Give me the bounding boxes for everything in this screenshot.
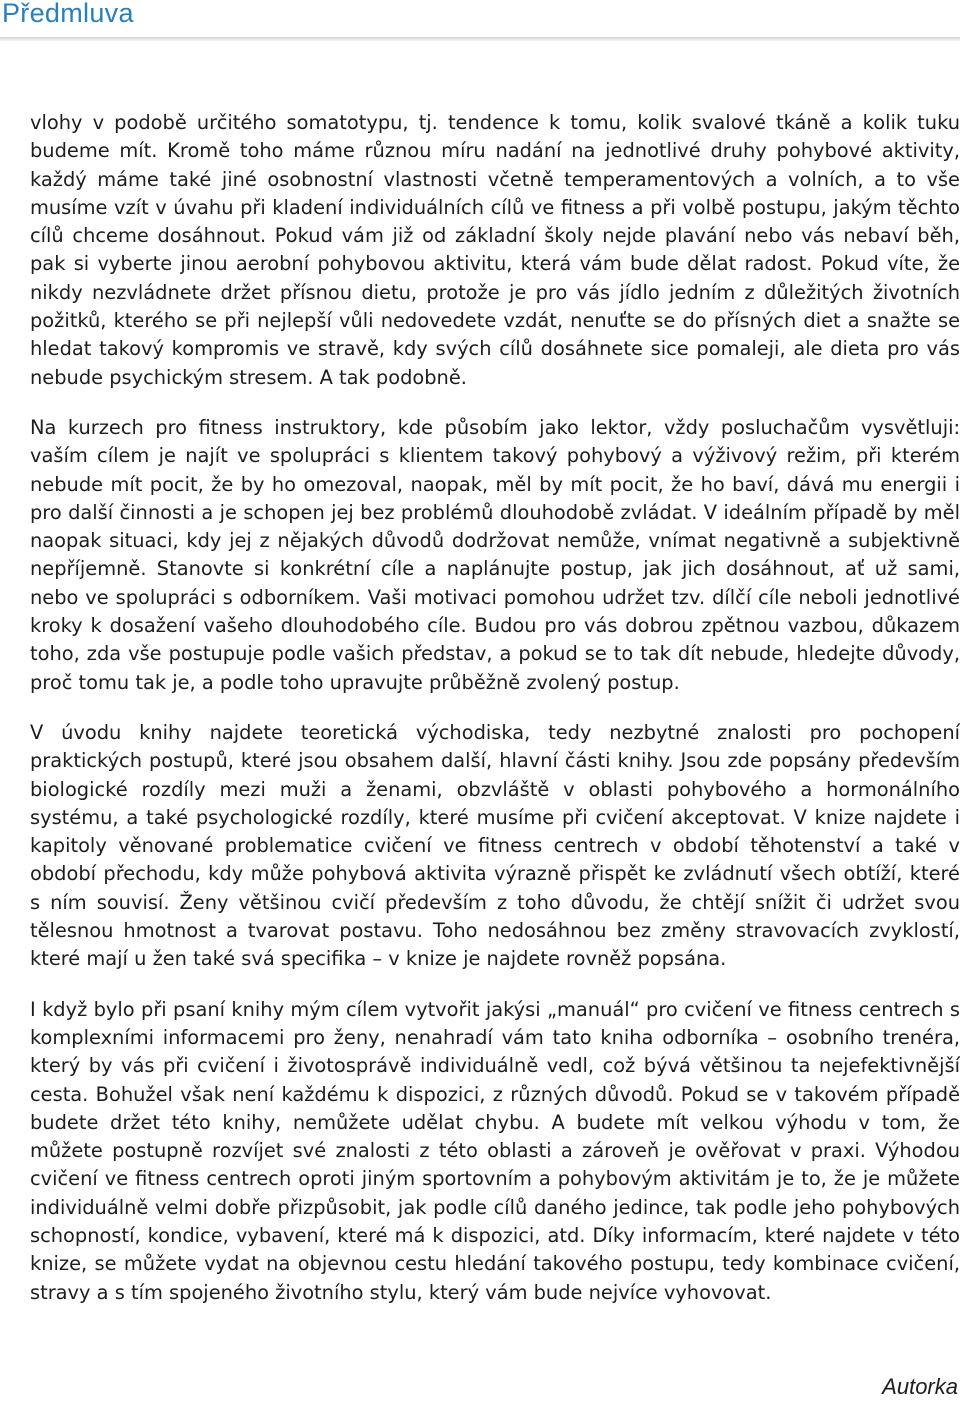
paragraph-1: vlohy v podobě určitého somatotypu, tj. tendence k tomu, kolik svalové tkáně a kolik tuku budeme mít. Kromě toho máme různou míru nadání na jednotlivé druhy pohybové aktivity, každý máme také jiné osobnostní vlastnosti včetně temperamentových a volních, a to vše musíme vzít v úvahu při kladení individuálních cílů ve fitness a při volbě postupu, jakým těchto cílů chceme dosáhnout. Pokud vám již od základní školy nejde plavání nebo vás nebaví běh, pak si vyberte jinou aerobní pohybovou aktivitu, která vám bude dělat radost. Pokud víte, že nikdy nezvládnete držet přísnou dietu, protože je pro vás jídlo jedním z důležitých životních požitků, kterého se při nejlepší vůli nedovedete vzdát, nenuťte se do přísných diet a snažte se hledat takový kompromis ve stravě, kdy svých cílů dosáhnete sice pomaleji, ale dieta pro vás nebude psychickým stresem. A tak podobně. [30,111,960,389]
page-header [0,0,960,40]
paragraph-4: I když bylo při psaní knihy mým cílem vytvořit jakýsi „manuál“ pro cvičení ve fitness centrech s komplexními informacemi pro ženy, nenahradí vám tato kniha odborníka – osobního trenéra, který by vás při cvičení i životosprávě individuálně vedl, což bývá většinou ta nejefektivnější cesta. Bohužel však není každému k dispozici, z různých důvodů. Pokud se v takovém případě budete držet této knihy, nemůžete udělat chybu. A budete mít velkou výhodu v tom, že můžete postupně rozvíjet své znalosti z této oblasti a zároveň je ověřovat v praxi. Výhodou cvičení ve fitness centrech oproti jiným sportovním a pohybovým aktivitám je to, že je můžete individuálně velmi dobře přizpůsobit, jak podle cílů daného jedince, tak podle jeho pohybových schopností, kondice, vybavení, které má k dispozici, atd. Díky informacím, které najdete v této knize, se můžete vydat na objevnou cestu hledání takového postupu, tedy kombinace cvičení, stravy a s tím spojeného životního stylu, který vám bude nejvíce vyhovovat. [30,997,960,1304]
paragraph-2: Na kurzech pro fitness instruktory, kde působím jako lektor, vždy posluchačům vysvětluji: vaším cílem je najít ve spolupráci s klientem takový pohybový a výživový režim, při kterém nebude mít pocit, že by ho omezoval, naopak, měl by mít pocit, že ho baví, dává mu energii i pro další činnosti a je schopen jej bez problémů dlouhodobě zvládat. V ideálním případě by měl naopak situaci, kdy jej z nějakých důvodů dodržovat nemůže, vnímat negativně a subjektivně nepříjemně. Stanovte si konkrétní cíle a naplánujte postup, jak jich dosáhnout, ať už sami, nebo ve spolupráci s odborníkem. Vaši motivaci pomohou udržet tzv. dílčí cíle neboli jednotlivé kroky k dosažení vašeho dlouhodobého cíle. Budou pro vás dobrou zpětnou vazbou, důkazem toho, zda vše postupuje podle vašich představ, a pokud se to tak dít nebude, hledejte důvody, proč tomu tak je, a podle toho upravujte průběžně zvolený postup. [30,415,960,694]
page-title: Předmluva [2,0,134,28]
body-text [30,109,960,1329]
paragraph-3: V úvodu knihy najdete teoretická východiska, tedy nezbytné znalosti pro pochopení praktických postupů, které jsou obsahem další, hlavní části knihy. Jsou zde popsány především biologické rozdíly mezi muži a ženami, obzvláště v oblasti pohybového a hormonálního systému, a také psychologické rozdíly, které musíme při cvičení akceptovat. V knize najdete i kapitoly věnované problematice cvičení ve fitness centrech v období těhotenství a také v období přechodu, kdy může pohybová aktivita výrazně přispět ke zvládnutí všech obtíží, které s ním souvisí. Ženy většinou cvičí především z toho důvodu, že chtějí snížit či udržet svou tělesnou hmotnost a tvarovat postavu. Toho nedosáhnou bez změny stravovacích zvyklostí, které mají u žen také svá specifika – v knize je najdete rovněž popsána. [30,720,960,971]
author-signature: Autorka [882,1374,958,1399]
header-divider [0,37,960,41]
